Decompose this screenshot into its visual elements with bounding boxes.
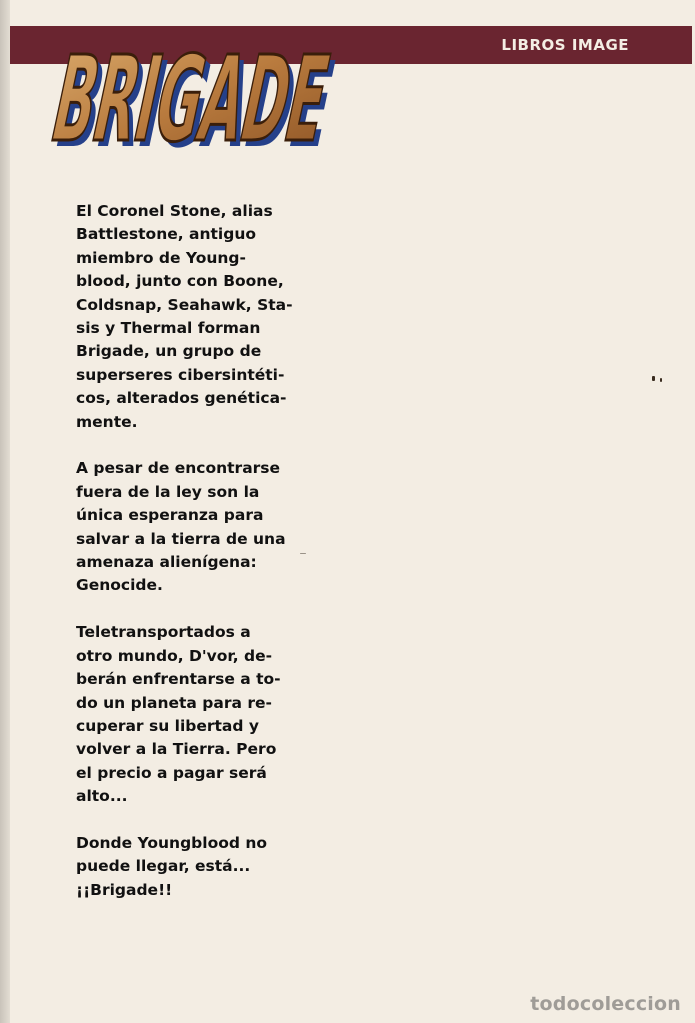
scan-edge	[0, 0, 10, 1023]
print-speck	[660, 378, 662, 382]
brigade-logo	[40, 4, 360, 168]
synopsis-paragraph: Donde Youngblood no puede llegar, está... ¡¡Brigade!!	[76, 833, 268, 899]
logo-shadow: BRIGADE	[45, 37, 360, 164]
synopsis-paragraph: Teletransportados a otro mundo, D'vor, de- berán enfrentarse a to- do un planeta para re- cuperar su libertad y volver a la Tierra. Pero el precio a pagar será alto...	[76, 623, 281, 806]
synopsis-paragraph: El Coronel Stone, alias Battlestone, antiguo miembro de Young- blood, junto con Boone, Coldsnap, Seahawk, Sta- sis y Thermal forman Brigade, un grupo de superseres cibersintéti- cos, alterados genética- mente.	[76, 202, 293, 431]
print-speck	[652, 376, 655, 381]
print-speck	[300, 553, 306, 554]
watermark: todocoleccion	[530, 993, 681, 1015]
synopsis-paragraph: A pesar de encontrarse fuera de la ley son la única esperanza para salvar a la tierra de una amenaza alienígena: Genocide.	[76, 459, 286, 595]
logo-face: BRIGADE	[40, 31, 360, 164]
publisher-label: LIBROS IMAGE	[501, 36, 629, 54]
synopsis	[76, 200, 396, 926]
